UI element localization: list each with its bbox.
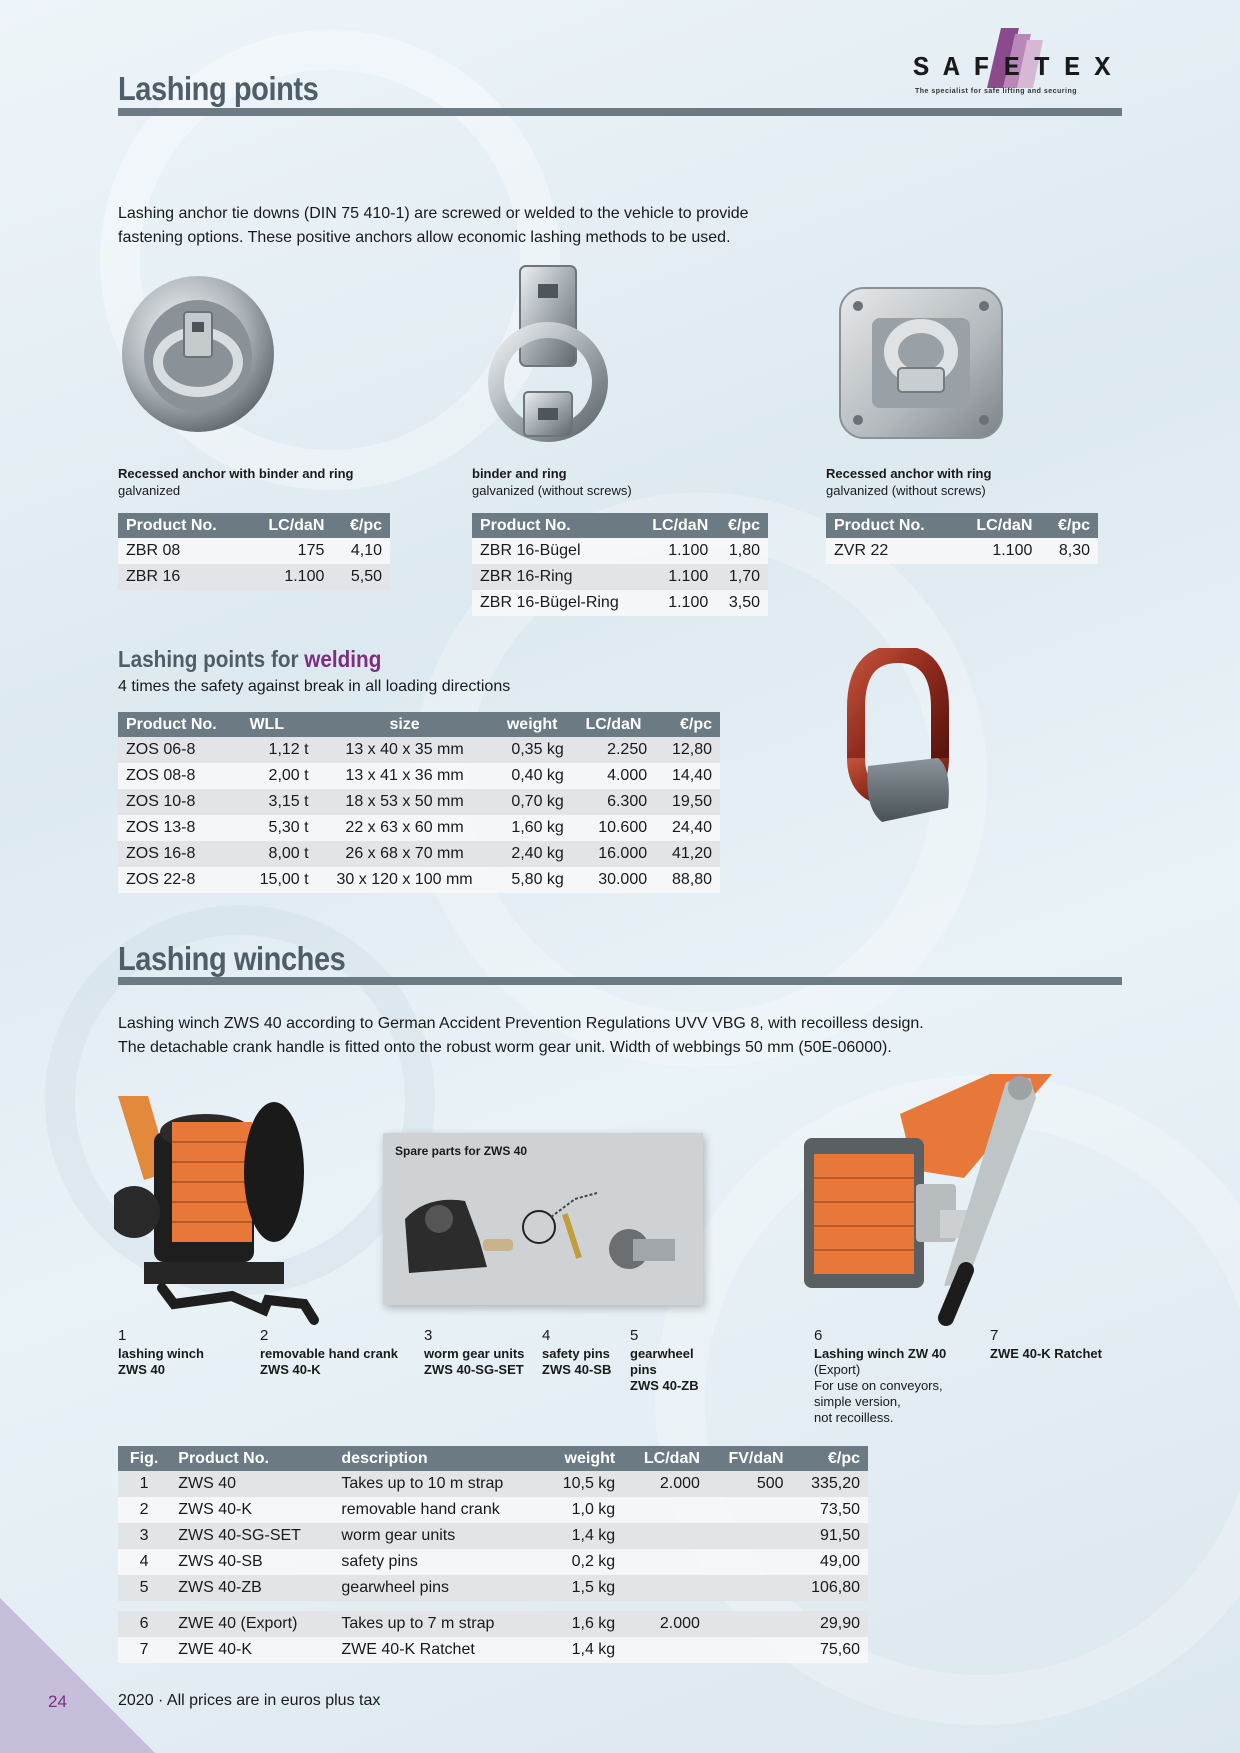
table-header-row: Product No. LC/daN €/pc (118, 513, 390, 538)
table-row: ZVR 22 1.100 8,30 (826, 538, 1098, 564)
table-row: ZOS 22-8 15,00 t 30 x 120 x 100 mm 5,80 kg 30.000 88,80 (118, 867, 720, 893)
table-row: ZBR 08 175 4,10 (118, 538, 390, 564)
welding-title: Lashing points for welding (118, 646, 382, 672)
table-row: 7 ZWE 40-K ZWE 40-K Ratchet 1,4 kg 75,60 (118, 1637, 868, 1663)
brand-name: SAFETEX (913, 54, 1125, 84)
recessed-ring-price-table (826, 513, 1098, 564)
table-row: 5 ZWS 40-ZB gearwheel pins 1,5 kg 106,80 (118, 1575, 868, 1601)
footer-note: 2020 · All prices are in euros plus tax (118, 1692, 381, 1709)
table-header-row: Product No. WLL size weight LC/daN €/pc (118, 712, 720, 737)
export-winch-photo (790, 1074, 1130, 1330)
product-caption-2: binder and ring galvanized (without screws) (472, 466, 632, 498)
lashing-winch-photo (114, 1092, 374, 1342)
winches-price-table (118, 1446, 868, 1663)
figure-caption-7: 7 ZWE 40-K Ratchet (990, 1327, 1102, 1361)
table-row: ZOS 06-8 1,12 t 13 x 40 x 35 mm 0,35 kg 2.250 12,80 (118, 737, 720, 763)
table-row: ZBR 16-Bügel 1.100 1,80 (472, 538, 768, 564)
lashing-points-intro: Lashing anchor tie downs (DIN 75 410-1) are screwed or welded to the vehicle to provide fastening options. These positive anchors allow economic lashing methods to be used. (118, 205, 749, 246)
section-title-lashing-points: Lashing points (118, 70, 319, 107)
table-header-row: Fig. Product No. description weight LC/daN FV/daN €/pc (118, 1446, 868, 1471)
welding-price-table (118, 712, 720, 893)
spare-parts-panel (383, 1133, 703, 1305)
recessed-ring-photo (836, 282, 1006, 442)
spare-parts-title: Spare parts for ZWS 40 (395, 1144, 528, 1158)
table-row: ZOS 16-8 8,00 t 26 x 68 x 70 mm 2,40 kg 16.000 41,20 (118, 841, 720, 867)
brand-tagline: The specialist for safe lifting and securing (915, 88, 1078, 95)
figure-caption-6: 6 Lashing winch ZW 40 (Export) For use on conveyors, simple version, not recoilless. (814, 1327, 947, 1425)
figure-caption-3: 3 worm gear units ZWS 40-SG-SET (424, 1327, 525, 1377)
welding-subtitle: 4 times the safety against break in all loading directions (118, 678, 511, 695)
table-row: 4 ZWS 40-SB safety pins 0,2 kg 49,00 (118, 1549, 868, 1575)
figure-caption-2: 2 removable hand crank ZWS 40-K (260, 1327, 398, 1377)
winches-intro: Lashing winch ZWS 40 according to German Accident Prevention Regulations UVV VBG 8, with recoilless design. The detachable crank handle is fitted onto the robust worm gear unit. Width of webbings 50 mm (50E-06000). (118, 1015, 924, 1056)
section-rule (118, 977, 1122, 985)
table-header-row: Product No. LC/daN €/pc (472, 513, 768, 538)
product-caption-1: Recessed anchor with binder and ring galvanized (118, 466, 354, 498)
table-header-row: Product No. LC/daN €/pc (826, 513, 1098, 538)
table-row: ZBR 16 1.100 5,50 (118, 564, 390, 590)
product-caption-3: Recessed anchor with ring galvanized (without screws) (826, 466, 992, 498)
section-title-lashing-winches: Lashing winches (118, 940, 346, 977)
figure-caption-5: 5 gearwheel pins ZWS 40-ZB (630, 1327, 699, 1393)
table-row: ZOS 13-8 5,30 t 22 x 63 x 60 mm 1,60 kg 10.600 24,40 (118, 815, 720, 841)
spare-parts-icons (391, 1183, 691, 1293)
table-row: ZOS 10-8 3,15 t 18 x 53 x 50 mm 0,70 kg 6.300 19,50 (118, 789, 720, 815)
binder-ring-photo (480, 262, 610, 447)
table-row: 6 ZWE 40 (Export) Takes up to 7 m strap 1,6 kg 2.000 29,90 (118, 1611, 868, 1637)
recessed-anchor-photo (118, 272, 278, 437)
table-row: 2 ZWS 40-K removable hand crank 1,0 kg 73,50 (118, 1497, 868, 1523)
page-number: 24 (48, 1692, 67, 1711)
table-row: 1 ZWS 40 Takes up to 10 m strap 10,5 kg 2.000 500 335,20 (118, 1471, 868, 1497)
figure-caption-4: 4 safety pins ZWS 40-SB (542, 1327, 612, 1377)
table-row: ZBR 16-Bügel-Ring 1.100 3,50 (472, 590, 768, 616)
corner-triangle-decoration (0, 1598, 160, 1753)
brand-logo (905, 26, 1125, 98)
binder-ring-price-table (472, 513, 768, 616)
anchor-price-table (118, 513, 390, 590)
table-row: ZBR 16-Ring 1.100 1,70 (472, 564, 768, 590)
table-row: 3 ZWS 40-SG-SET worm gear units 1,4 kg 91,50 (118, 1523, 868, 1549)
section-rule (118, 108, 1122, 116)
table-row: ZOS 08-8 2,00 t 13 x 41 x 36 mm 0,40 kg 4.000 14,40 (118, 763, 720, 789)
welding-d-ring-photo (826, 648, 966, 848)
table-spacer-row (118, 1601, 868, 1611)
figure-caption-1: 1 lashing winch ZWS 40 (118, 1327, 204, 1377)
